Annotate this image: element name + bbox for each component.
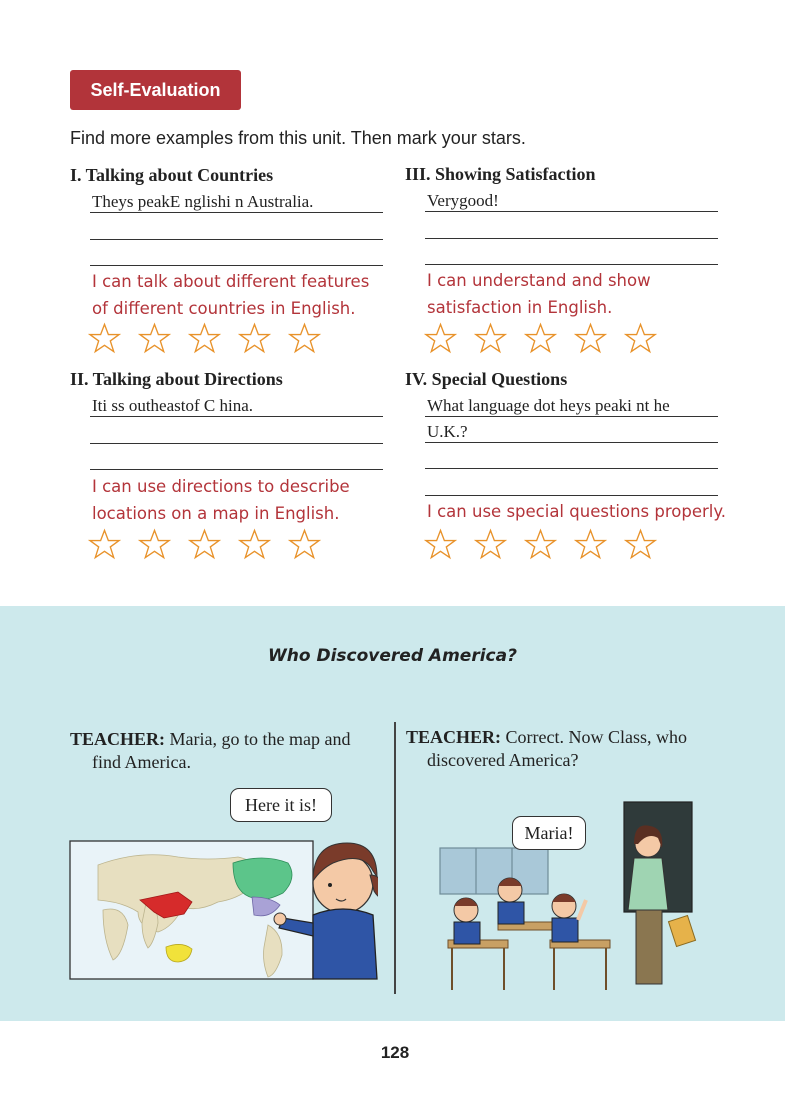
star-icon[interactable] [288, 528, 321, 560]
star-icon[interactable] [524, 528, 557, 560]
star-icon[interactable] [88, 322, 121, 354]
star-icon[interactable] [574, 528, 607, 560]
can-do-line: locations on a map in English. [92, 504, 340, 523]
star-icon[interactable] [474, 322, 507, 354]
star-icon[interactable] [138, 528, 171, 560]
answer-line[interactable] [425, 468, 718, 469]
dialogue-line: discovered America? [427, 750, 579, 770]
speaker-label: TEACHER: [406, 727, 502, 747]
star-icon[interactable] [238, 322, 271, 354]
comic-title: Who Discovered America? [268, 646, 517, 666]
can-do-line: satisfaction in English. [427, 298, 613, 317]
instructions: Find more examples from this unit. Then mark your stars. [70, 128, 526, 148]
left-dialogue [70, 728, 390, 774]
star-icon[interactable] [138, 322, 171, 354]
answer-line[interactable] [425, 416, 718, 417]
star-icon[interactable] [574, 322, 607, 354]
star-icon[interactable] [188, 322, 221, 354]
can-do-line: I can use special questions properly. [427, 502, 727, 521]
classroom-illustration [438, 800, 738, 1000]
star-icon[interactable] [188, 528, 221, 560]
section-title: I. Talking about Countries [70, 165, 274, 185]
star-icon[interactable] [474, 528, 507, 560]
answer-line[interactable] [425, 264, 718, 265]
answer-text: U.K.? [427, 422, 468, 441]
star-rating[interactable] [424, 322, 657, 354]
panel-divider [394, 722, 396, 994]
right-dialogue [406, 726, 746, 772]
section-title: IV. Special Questions [405, 369, 568, 389]
answer-text: Verygood! [427, 191, 499, 210]
speech-bubble: Maria! [512, 816, 586, 850]
answer-line[interactable] [425, 211, 718, 212]
self-evaluation-badge: Self-Evaluation [70, 70, 241, 110]
speaker-label: TEACHER: [70, 729, 166, 749]
star-rating[interactable] [424, 528, 657, 560]
can-do-line: I can use directions to describe [92, 477, 350, 496]
girl-body [313, 909, 377, 979]
dialogue-line: find America. [92, 752, 191, 772]
star-icon[interactable] [624, 322, 657, 354]
window [440, 848, 548, 894]
speech-bubble: Here it is! [230, 788, 332, 822]
star-icon[interactable] [88, 528, 121, 560]
star-rating[interactable] [88, 528, 321, 560]
answer-text: What language dot heys peaki nt he [427, 396, 670, 415]
teacher-body [628, 858, 668, 910]
star-icon[interactable] [238, 528, 271, 560]
section-title: III. Showing Satisfaction [405, 164, 596, 184]
answer-line[interactable] [90, 416, 383, 417]
star-icon[interactable] [288, 322, 321, 354]
dialogue-line: Correct. Now Class, who [505, 727, 687, 747]
star-icon[interactable] [424, 322, 457, 354]
answer-text: Iti ss outheastof C hina. [92, 396, 254, 415]
answer-text: Theys peakE nglishi n Australia. [92, 192, 314, 211]
answer-line[interactable] [90, 265, 383, 266]
can-do-line: I can talk about different features [92, 272, 370, 291]
answer-line[interactable] [90, 212, 383, 213]
can-do-line: of different countries in English. [92, 299, 356, 318]
can-do-line: I can understand and show [427, 271, 651, 290]
answer-line[interactable] [90, 239, 383, 240]
star-icon[interactable] [424, 528, 457, 560]
star-rating[interactable] [88, 322, 321, 354]
star-icon[interactable] [624, 528, 657, 560]
answer-line[interactable] [90, 443, 383, 444]
answer-line[interactable] [90, 469, 383, 470]
page-number: 128 [380, 1043, 410, 1062]
star-icon[interactable] [524, 322, 557, 354]
answer-line[interactable] [425, 238, 718, 239]
answer-line[interactable] [425, 495, 718, 496]
dialogue-line: Maria, go to the map and [169, 729, 351, 749]
answer-line[interactable] [425, 442, 718, 443]
section-title: II. Talking about Directions [70, 369, 283, 389]
